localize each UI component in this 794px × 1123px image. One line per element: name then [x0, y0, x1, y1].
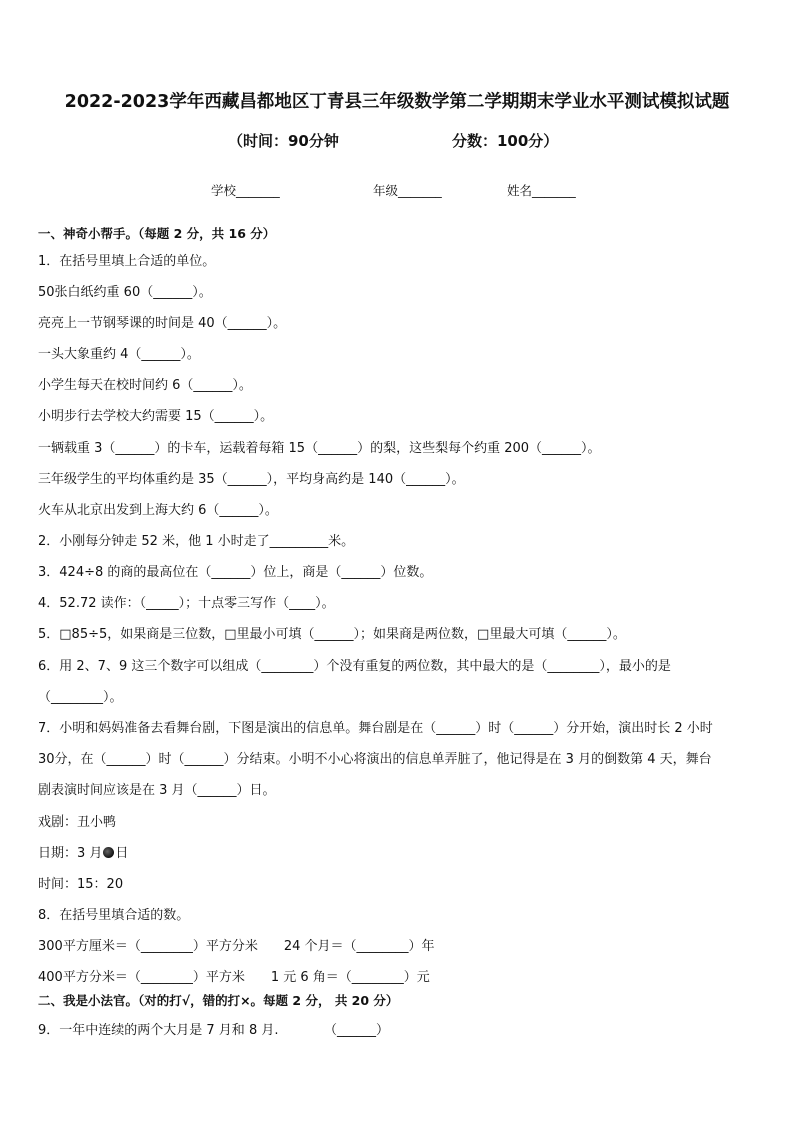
- question-1-item-4: 小学生每天在校时间约 6（______）。: [38, 378, 252, 393]
- question-7-line-2: 30分，在（______）时（______）分结束。小明不小心将演出的信息单弄脏了，他记得是在 3 月的倒数第 4 天，舞台: [38, 752, 712, 767]
- total-score: 分数：100分）: [452, 132, 559, 150]
- question-1-item-3: 一头大象重约 4（______）。: [38, 347, 200, 362]
- question-1-item-5: 小明步行去学校大约需要 15（______）。: [38, 409, 274, 424]
- question-7-line-3: 剧表演时间应该是在 3 月（______）日。: [38, 783, 276, 798]
- section-2-heading: 二、我是小法官。（对的打√，错的打×。每题 2 分， 共 20 分）: [38, 993, 399, 1008]
- play-title: 戏剧：丑小鸭: [38, 815, 117, 830]
- question-8-row-1: 300平方厘米＝（________）平方分米 24 个月＝（________）年: [38, 939, 435, 954]
- question-8: 8．在括号里填合适的数。: [38, 908, 190, 923]
- grade-field: 年级_______: [373, 183, 442, 198]
- name-field: 姓名_______: [507, 183, 576, 198]
- play-date-prefix: 日期：3 月: [38, 846, 103, 861]
- question-3: 3．424÷8 的商的最高位在（______）位上，商是（______）位数。: [38, 565, 433, 580]
- question-1-item-6: 一辆载重 3（______）的卡车，运载着每箱 15（______）的梨，这些梨每个约重 200（______）。: [38, 441, 601, 456]
- exam-title: 2022-2023学年西藏昌都地区丁青县三年级数学第二学期期末学业水平测试模拟试题: [64, 92, 730, 112]
- question-2: 2．小刚每分钟走 52 米，他 1 小时走了_________米。: [38, 534, 355, 549]
- play-date-suffix: 日: [115, 846, 129, 861]
- question-6-continued: （________）。: [38, 690, 123, 705]
- question-1-item-2: 亮亮上一节钢琴课的时间是 40（______）。: [38, 316, 287, 331]
- play-time: 时间：15：20: [38, 877, 124, 892]
- question-5: 5．□85÷5，如果商是三位数，□里最小可填（______）；如果商是两位数，□里最大可填（______）。: [38, 627, 626, 642]
- section-1-heading: 一、神奇小帮手。（每题 2 分，共 16 分）: [38, 226, 276, 241]
- ink-blot-icon: [103, 847, 114, 858]
- play-date: [38, 842, 128, 861]
- question-8-row-2: 400平方分米＝（________）平方米 1 元 6 角＝（________）元: [38, 970, 430, 985]
- question-1: 1．在括号里填上合适的单位。: [38, 254, 216, 269]
- question-1-item-1: 50张白纸约重 60（______）。: [38, 285, 212, 300]
- question-4: 4．52.72 读作：（_____）；十点零三写作（____）。: [38, 596, 335, 611]
- school-field: 学校_______: [211, 183, 280, 198]
- question-7: 7．小明和妈妈准备去看舞台剧，下图是演出的信息单。舞台剧是在（______）时（______）分开始，演出时长 2 小时: [38, 721, 713, 736]
- question-1-item-7: 三年级学生的平均体重约是 35（______），平均身高约是 140（______）。: [38, 472, 465, 487]
- question-1-item-8: 火车从北京出发到上海大约 6（______）。: [38, 503, 278, 518]
- question-6: 6．用 2、7、9 这三个数字可以组成（________）个没有重复的两位数，其中最大的是（________），最小的是: [38, 659, 671, 674]
- question-9: 9．一年中连续的两个大月是 7 月和 8 月. （______）: [38, 1023, 389, 1038]
- time-limit: （时间：90分钟: [228, 132, 339, 150]
